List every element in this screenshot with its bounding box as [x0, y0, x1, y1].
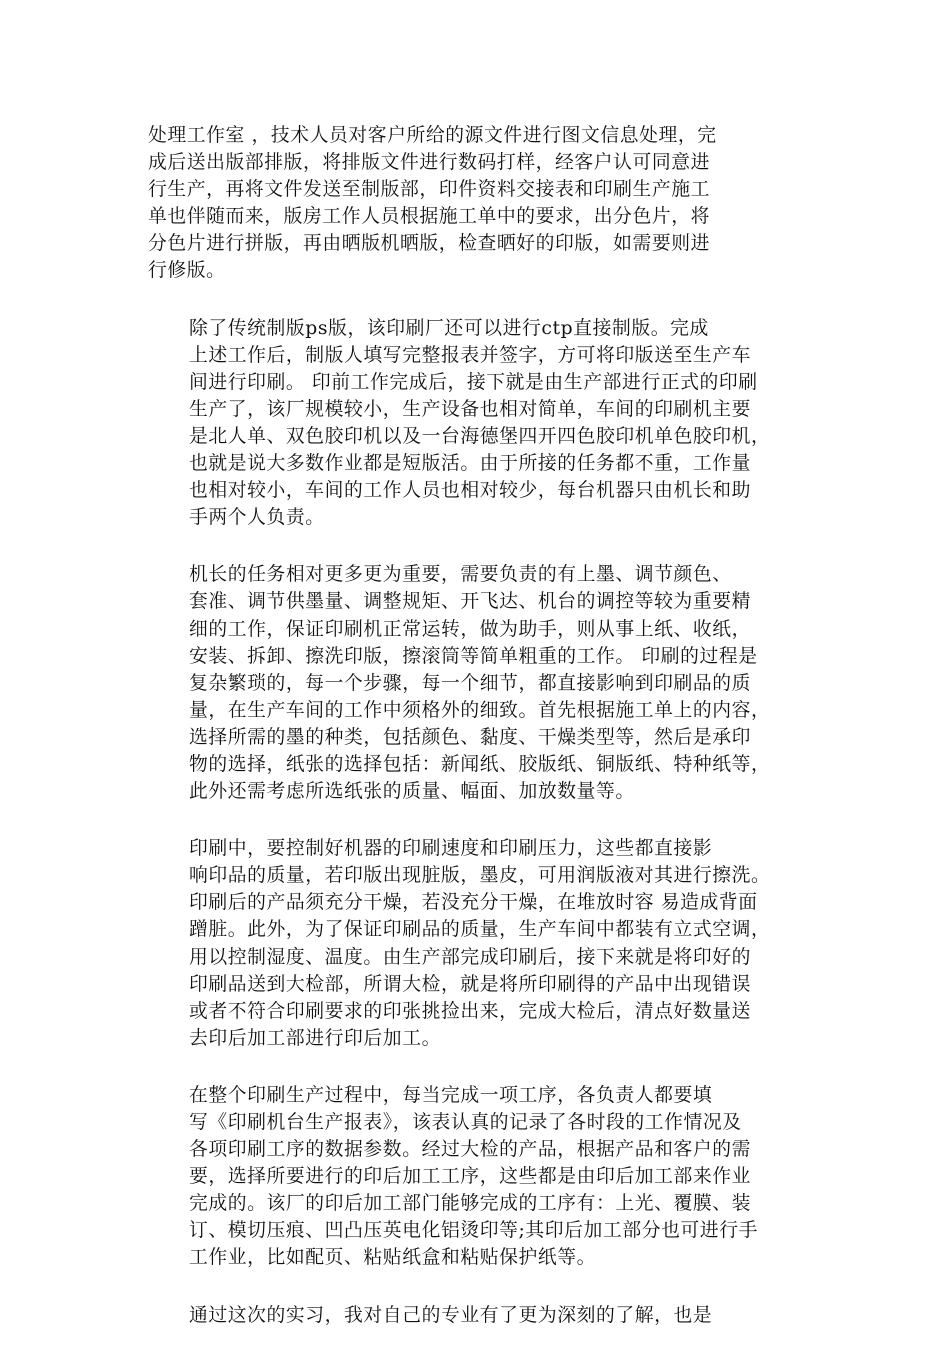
text-line: 在整个印刷生产过程中，每当完成一项工序，各负责人都要填: [189, 1084, 713, 1106]
text-line: 印刷品送到大检部，所谓大检，就是将所印刷得的产品中出现错误: [189, 973, 752, 995]
text-line: 此外还需考虑所选纸张的质量、幅面、加放数量等。: [189, 781, 635, 803]
text-line: 细的工作，保证印刷机正常运转，做为助手，则从事上纸、收纸，: [189, 618, 752, 640]
text-line: 除了传统制版ps版，该印刷厂还可以进行ctp直接制版。完成: [189, 317, 709, 339]
text-line: 要，选择所要进行的印后加工工序，这些都是由印后加工部来作业: [189, 1166, 752, 1188]
text-line: 量，在生产车间的工作中须格外的细致。首先根据施工单上的内容，: [189, 699, 771, 721]
text-line: 行生产，再将文件发送至制版部，印件资料交接表和印刷生产施工: [148, 179, 711, 201]
text-line: 也相对较小，车间的工作人员也相对较少，每台机器只由机长和助: [189, 480, 752, 502]
text-line: 选择所需的墨的种类，包括颜色、黏度、干燥类型等，然后是承印: [189, 726, 752, 748]
text-line: 生产了，该厂规模较小，生产设备也相对简单，车间的印刷机主要: [189, 398, 752, 420]
text-line: 手两个人负责。: [189, 507, 325, 529]
text-line: 行修版。: [148, 260, 226, 282]
text-line: 是北人单、双色胶印机以及一台海德堡四开四色胶印机单色胶印机，: [189, 425, 771, 447]
paragraph: [148, 1302, 805, 1329]
text-line: 用以控制湿度、温度。由生产部完成印刷后，接下来就是将印好的: [189, 946, 752, 968]
text-line: 物的选择，纸张的选择包括：新闻纸、胶版纸、铜版纸、特种纸等，: [189, 753, 771, 775]
text-line: 安装、拆卸、擦洗印版，擦滚筒等简单粗重的工作。 印刷的过程是: [189, 645, 758, 667]
paragraph: [148, 1082, 805, 1272]
text-line: 各项印刷工序的数据参数。经过大检的产品，根据产品和客户的需: [189, 1139, 752, 1161]
paragraph: [148, 122, 805, 285]
text-line: 上述工作后，制版人填写完整报表并签字，方可将印版送至生产车: [189, 344, 752, 366]
text-line: 也就是说大多数作业都是短版活。由于所接的任务都不重，工作量: [189, 453, 752, 475]
text-line: 印刷后的产品须充分干燥，若没充分干燥，在堆放时容 易造成背面: [189, 892, 758, 914]
document-body: [148, 122, 805, 1359]
text-line: 蹭脏。此外，为了保证印刷品的质量，生产车间中都装有立式空调，: [189, 919, 771, 941]
paragraph: [148, 315, 805, 532]
text-line: 间进行印刷。 印前工作完成后，接下就是由生产部进行正式的印刷: [189, 371, 758, 393]
text-line: 响印品的质量，若印版出现脏版，墨皮，可用润版液对其进行擦洗。: [189, 865, 771, 887]
text-line: 去印后加工部进行印后加工。: [189, 1027, 441, 1049]
text-line: 处理工作室 ，技术人员对客户所给的源文件进行图文信息处理，完: [148, 125, 717, 146]
text-line: 或者不符合印刷要求的印张挑捡出来，完成大检后，清点好数量送: [189, 1000, 752, 1022]
text-line: 完成的。该厂的印后加工部门能够完成的工序有：上光、覆膜、装: [189, 1193, 752, 1215]
paragraph: [148, 835, 805, 1052]
text-line: 单也伴随而来，版房工作人员根据施工单中的要求，出分色片，将: [148, 206, 711, 228]
text-line: 通过这次的实习，我对自己的专业有了更为深刻的了解，也是: [189, 1304, 713, 1326]
text-line: 成后送出版部排版，将排版文件进行数码打样，经客户认可同意进: [148, 152, 711, 174]
text-line: 印刷中，要控制好机器的印刷速度和印刷压力，这些都直接影: [189, 838, 713, 860]
text-line: 机长的任务相对更多更为重要，需要负责的有上墨、调节颜色、: [189, 564, 732, 586]
text-line: 分色片进行拼版，再由晒版机晒版，检查晒好的印版，如需要则进: [148, 233, 711, 255]
paragraph: [148, 561, 805, 805]
text-line: 订、模切压痕、凹凸压英电化铝烫印等;其印后加工部分也可进行手: [189, 1220, 758, 1242]
text-line: 写《印刷机台生产报表》，该表认真的记录了各时段的工作情况及: [189, 1112, 742, 1133]
text-line: 套准、调节供墨量、调整规矩、开飞达、机台的调控等较为重要精: [189, 591, 752, 613]
text-line: 工作业，比如配页、粘贴纸盒和粘贴保护纸等。: [189, 1247, 597, 1269]
text-line: 复杂繁琐的，每一个步骤，每一个细节，都直接影响到印刷品的质: [189, 672, 752, 694]
